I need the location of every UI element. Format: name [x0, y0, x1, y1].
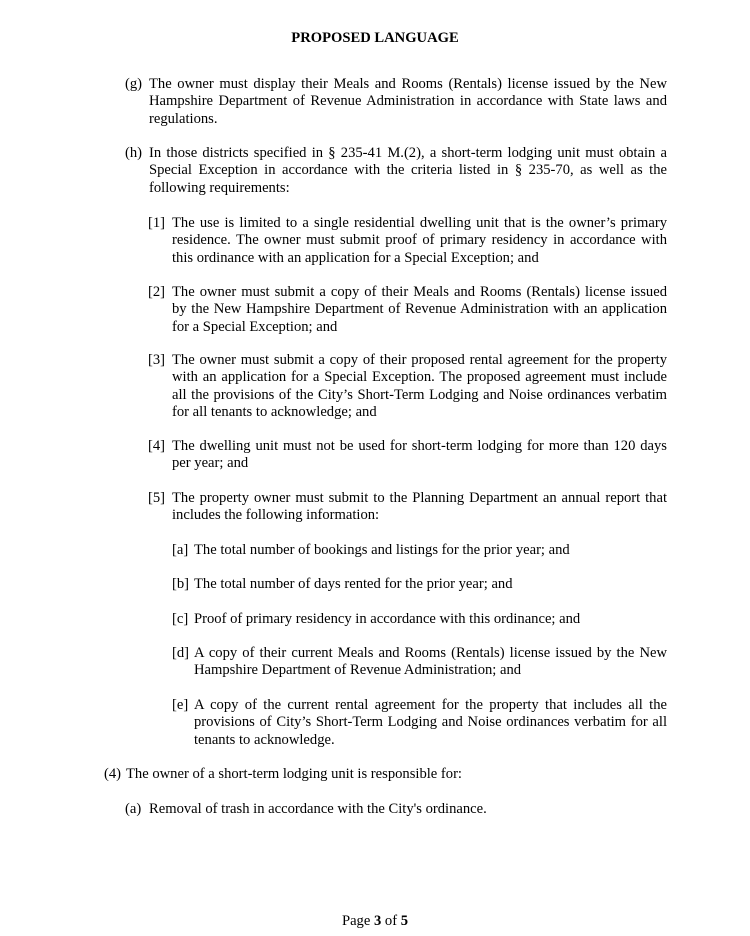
item-label: [4] [148, 438, 166, 454]
page-footer [0, 913, 750, 930]
subitem-c [172, 611, 667, 628]
section-label: (4) [104, 766, 122, 782]
subitem-label: [e] [172, 697, 189, 713]
paragraph-h [125, 145, 667, 197]
subitem-text: The total number of days rented for the prior year; and [194, 576, 513, 592]
paragraph-g [125, 76, 667, 128]
subitem-d [172, 645, 667, 680]
item-label: [1] [148, 215, 166, 231]
subitem-b [172, 576, 667, 593]
subitem-text: A copy of the current rental agreement for the property that includes all the provisions of City’s Short-Term Lodging and Noise ordinances verbatim for all tenants to acknowledge. [194, 697, 667, 748]
total-pages: 5 [400, 913, 409, 929]
item-5 [148, 490, 667, 525]
page-of: of [381, 913, 401, 929]
item-label: [5] [148, 490, 166, 506]
subitem-label: [b] [172, 576, 190, 592]
subitem-label: [d] [172, 645, 190, 661]
item-text: The owner must submit a copy of their proposed rental agreement for the property with an application for a Special Exception. The proposed agreement must include all the provisions of the City’s Short-Term Lodging and Noise ordinances verbatim for all tenants to acknowledge; and [172, 352, 667, 420]
item-4 [148, 438, 667, 473]
paragraph-text: The owner must display their Meals and Rooms (Rentals) license issued by the New Hampshire Department of Revenue Administration in accordance with State laws and regulations. [149, 76, 667, 127]
paragraph-a [125, 801, 667, 818]
subitem-e [172, 697, 667, 749]
item-text: The property owner must submit to the Planning Department an annual report that includes the following information: [172, 490, 667, 524]
paragraph-label: (g) [125, 76, 143, 92]
item-1 [148, 215, 667, 267]
subitem-text: A copy of their current Meals and Rooms (Rentals) license issued by the New Hampshire Department of Revenue Administration; and [194, 645, 667, 679]
section-text: The owner of a short-term lodging unit is responsible for: [126, 766, 462, 782]
item-text: The use is limited to a single residential dwelling unit that is the owner’s primary residence. The owner must submit proof of primary residency in accordance with this ordinance with an application for a Special Exception; and [172, 215, 667, 266]
item-label: [3] [148, 352, 166, 368]
current-page: 3 [373, 913, 382, 929]
paragraph-text: In those districts specified in § 235-41 M.(2), a short-term lodging unit must obtain a Special Exception in accordance with the criteria listed in § 235-70, as well as the following requirements: [149, 145, 667, 196]
page-title: PROPOSED LANGUAGE [291, 30, 459, 46]
subitem-label: [c] [172, 611, 189, 627]
paragraph-label: (h) [125, 145, 143, 161]
item-text: The owner must submit a copy of their Meals and Rooms (Rentals) license issued by the New Hampshire Department of Revenue Administration with an application for a Special Exception; and [172, 284, 667, 335]
subitem-text: The total number of bookings and listings for the prior year; and [194, 542, 570, 558]
page-prefix: Page [341, 913, 374, 929]
subitem-label: [a] [172, 542, 189, 558]
subitem-text: Proof of primary residency in accordance with this ordinance; and [194, 611, 581, 627]
section-4 [104, 766, 666, 783]
item-2 [148, 284, 667, 336]
paragraph-text: Removal of trash in accordance with the City's ordinance. [149, 801, 487, 817]
paragraph-label: (a) [125, 801, 142, 817]
subitem-a [172, 542, 667, 559]
item-label: [2] [148, 284, 166, 300]
item-3 [148, 352, 667, 421]
item-text: The dwelling unit must not be used for short-term lodging for more than 120 days per year; and [172, 438, 667, 472]
